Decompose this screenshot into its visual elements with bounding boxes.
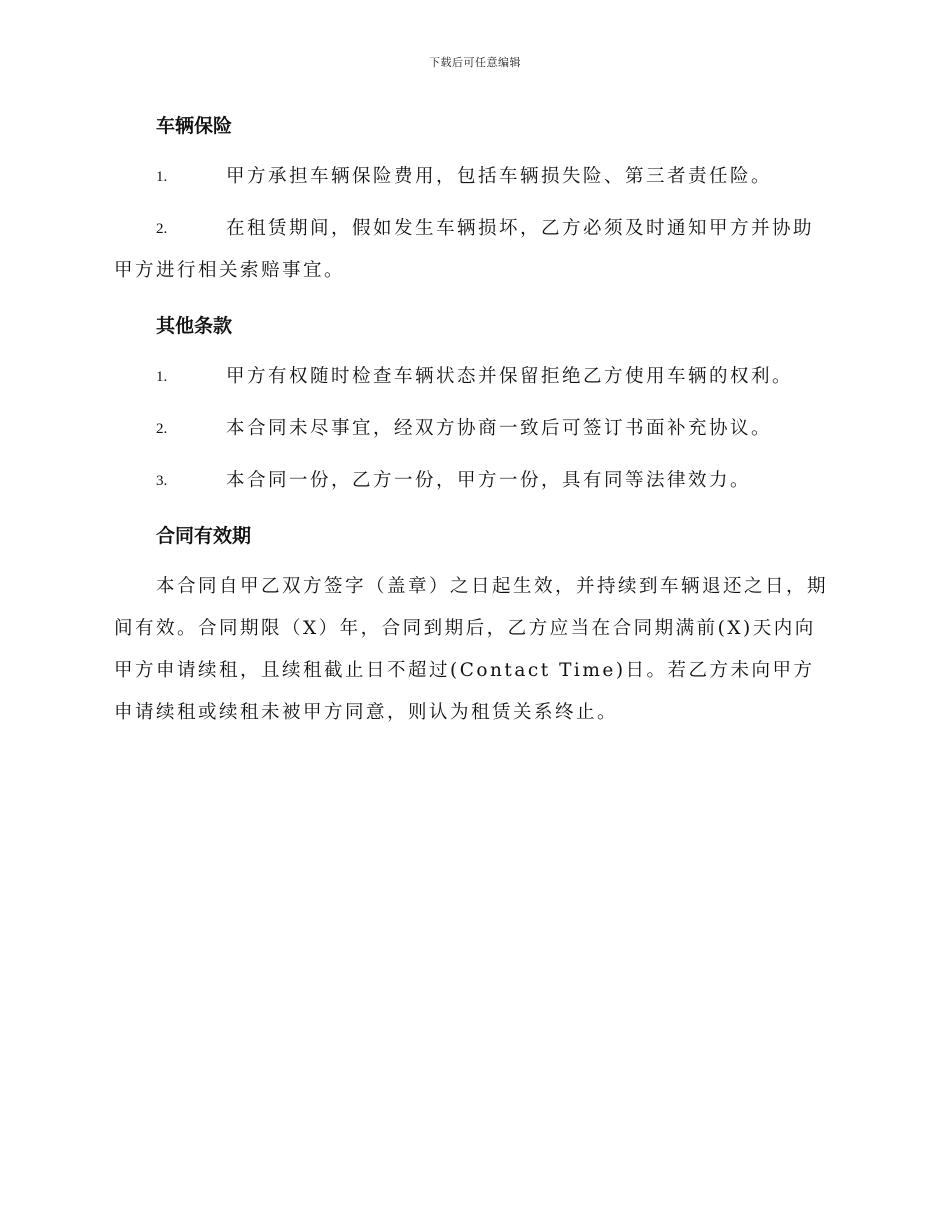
item-text: 甲方有权随时检查车辆状态并保留拒绝乙方使用车辆的权利。 xyxy=(226,366,794,387)
document-body xyxy=(114,108,832,734)
list-item xyxy=(114,356,832,398)
item-number: 2. xyxy=(156,221,168,237)
item-text: 本合同一份，乙方一份，甲方一份，具有同等法律效力。 xyxy=(226,470,752,491)
header-note: 下载后可任意编辑 xyxy=(429,56,521,69)
item-text: 在租赁期间，假如发生车辆损坏，乙方必须及时通知甲方并协助甲方进行相关索赔事宜。 xyxy=(114,218,815,281)
item-text: 甲方承担车辆保险费用，包括车辆损失险、第三者责任险。 xyxy=(226,166,773,187)
section-title-insurance: 车辆保险 xyxy=(156,115,233,137)
list-item xyxy=(114,460,832,502)
section-title-other-terms: 其他条款 xyxy=(156,315,233,337)
list-item xyxy=(114,156,832,198)
section-title-validity: 合同有效期 xyxy=(156,525,252,547)
item-number: 3. xyxy=(156,473,168,489)
list-item xyxy=(114,208,832,292)
item-text: 本合同未尽事宜，经双方协商一致后可签订书面补充协议。 xyxy=(226,418,773,439)
validity-paragraph: 本合同自甲乙双方签字（盖章）之日起生效，并持续到车辆退还之日，期间有效。合同期限（X）年，合同到期后，乙方应当在合同期满前(X)天内向甲方申请续租，且续租截止日不超过(Contact Time)日。若乙方未向甲方申请续租或续租未被甲方同意，则认为租赁关系终止。 xyxy=(114,576,829,723)
item-number: 1. xyxy=(156,369,168,385)
item-number: 1. xyxy=(156,169,168,185)
item-number: 2. xyxy=(156,421,168,437)
list-item xyxy=(114,408,832,450)
